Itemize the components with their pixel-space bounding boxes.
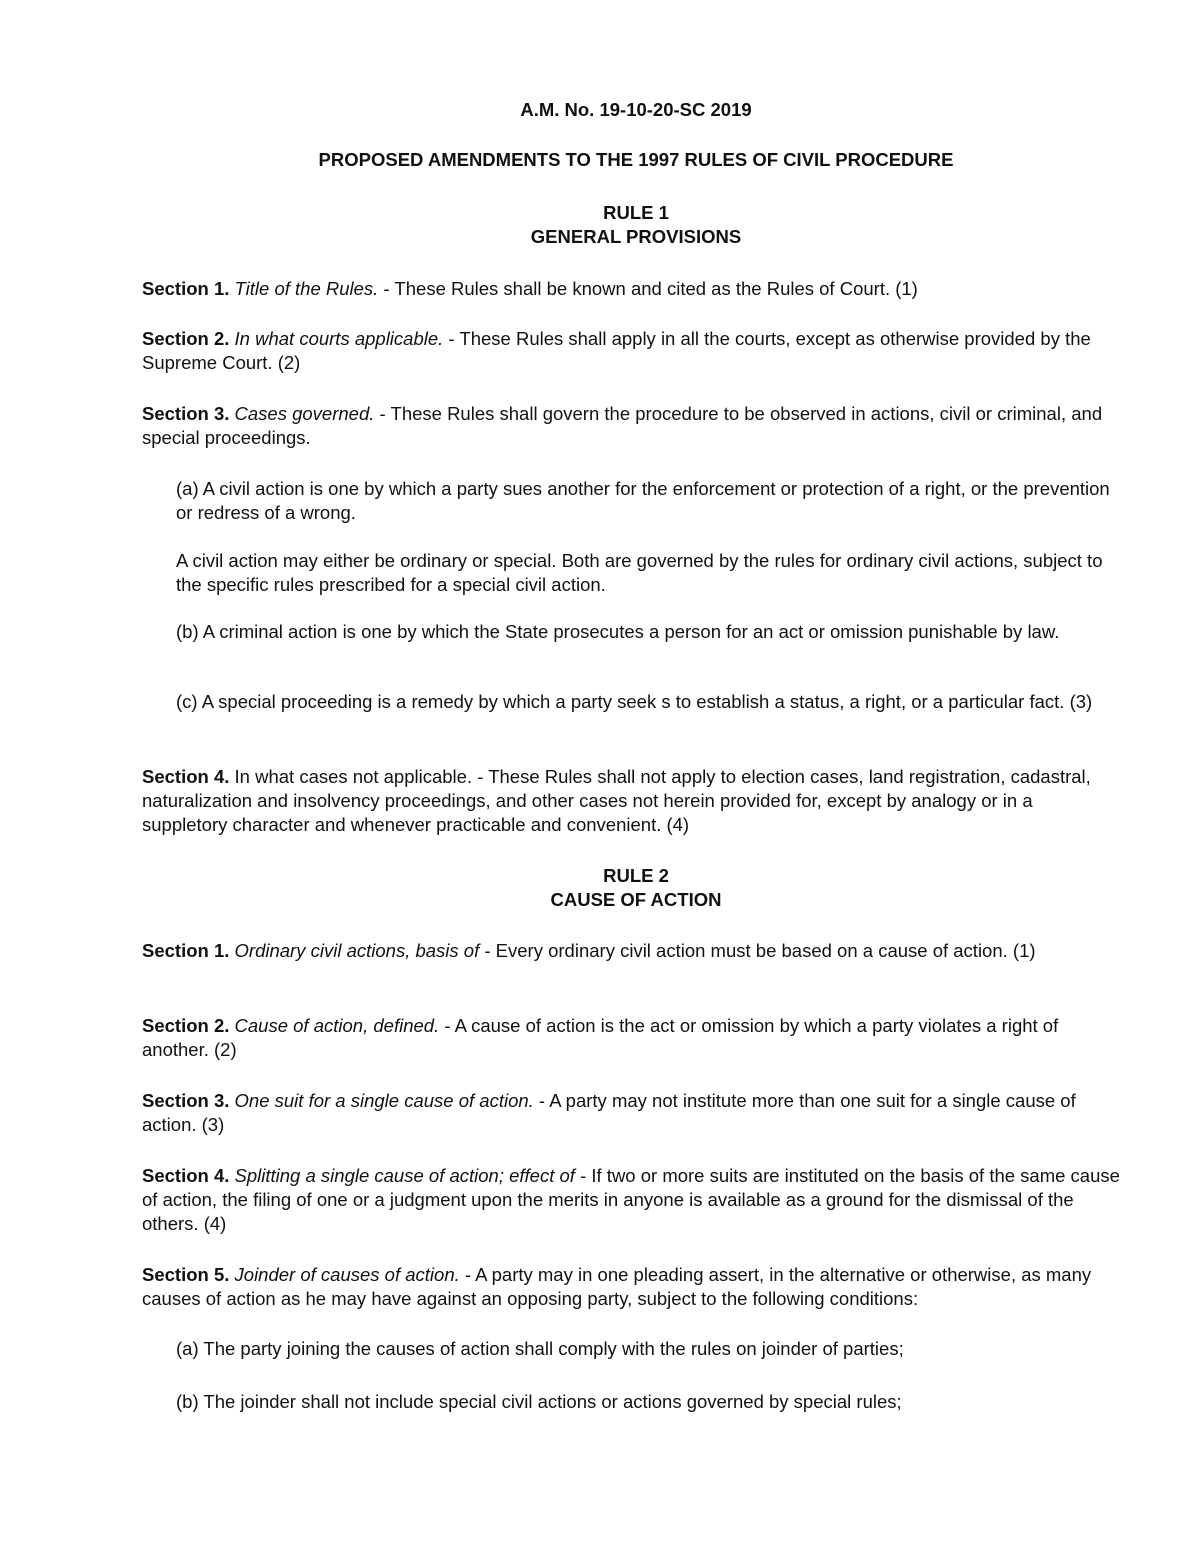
section-label: Section 3. [142,403,230,424]
section-body: - A party may in one pleading assert, in the alternative or otherwise, as many causes of action as he may have against an opposing party, subject to the following conditions: [142,1264,1092,1309]
rule-1-section-3-clause-a: (a) A civil action is one by which a party sues another for the enforcement or protection of a right, or the prevention or redress of a wrong. [176,478,1110,523]
section-body: In what cases not applicable. - These Rules shall not apply to election cases, land registration, cadastral, naturalization and insolvency proceedings, and other cases not herein provided for, except by analogy or in a suppletory character and whenever practicable and convenient. (4) [142,766,1091,835]
section-title: Joinder of causes of action. [234,1264,460,1285]
rule-2-section-4 [142,1164,1122,1236]
rule-2-name: CAUSE OF ACTION [550,889,722,910]
section-body: - These Rules shall govern the procedure to be observed in actions, civil or criminal, and special proceedings. [142,403,1103,448]
section-body: - A cause of action is the act or omission by which a party violates a right of another. (2) [142,1015,1059,1060]
section-label: Section 4. [142,766,230,787]
rule-2-number: RULE 2 [603,865,669,886]
rule-2-section-1 [142,939,1122,963]
rule-2-section-3 [142,1089,1122,1137]
section-label: Section 4. [142,1165,230,1186]
section-title: One suit for a single cause of action. [234,1090,534,1111]
docket-number: A.M. No. 19-10-20-SC 2019 [520,99,752,120]
section-title: Cases governed. [234,403,375,424]
section-title: Ordinary civil actions, basis of [234,940,480,961]
rule-1-section-3-clause-b: (b) A criminal action is one by which the State prosecutes a person for an act or omission punishable by law. [176,621,1060,642]
rule-1-section-3-clause-a-note: A civil action may either be ordinary or special. Both are governed by the rules for ordinary civil actions, subject to the specific rules prescribed for a special civil action. [176,550,1103,595]
section-label: Section 5. [142,1264,230,1285]
rule-2-section-5-clause-a: (a) The party joining the causes of action shall comply with the rules on joinder of parties; [176,1338,904,1359]
section-body: - If two or more suits are instituted on the basis of the same cause of action, the filing of one or a judgment upon the merits in anyone is available as a ground for the dismissal of the others. (4) [142,1165,1120,1234]
rule-1-section-3-clause-c: (c) A special proceeding is a remedy by which a party seek s to establish a status, a right, or a particular fact. (3) [176,691,1093,712]
section-title: Splitting a single cause of action; effect of [234,1165,575,1186]
document-title: PROPOSED AMENDMENTS TO THE 1997 RULES OF CIVIL PROCEDURE [318,149,954,170]
section-label: Section 1. [142,278,230,299]
section-body: - A party may not institute more than one suit for a single cause of action. (3) [142,1090,1076,1135]
rule-1-section-3 [142,402,1122,450]
section-title: Title of the Rules. [234,278,379,299]
section-body: - Every ordinary civil action must be based on a cause of action. (1) [479,940,1036,961]
section-label: Section 3. [142,1090,230,1111]
rule-1-section-1 [142,277,1122,301]
rule-2-section-5 [142,1263,1122,1311]
rule-1-section-4 [142,765,1122,837]
rule-1-number: RULE 1 [603,202,669,223]
section-title: Cause of action, defined. [234,1015,440,1036]
section-title: In what courts applicable. [234,328,444,349]
section-label: Section 2. [142,1015,230,1036]
section-body: - These Rules shall apply in all the courts, except as otherwise provided by the Supreme Court. (2) [142,328,1091,373]
section-body: - These Rules shall be known and cited as the Rules of Court. (1) [378,278,918,299]
section-label: Section 1. [142,940,230,961]
section-label: Section 2. [142,328,230,349]
rule-1-name: GENERAL PROVISIONS [530,226,742,247]
rule-2-section-5-clause-b: (b) The joinder shall not include special civil actions or actions governed by special rules; [176,1391,902,1412]
rule-1-section-2 [142,327,1122,375]
rule-2-section-2 [142,1014,1122,1062]
